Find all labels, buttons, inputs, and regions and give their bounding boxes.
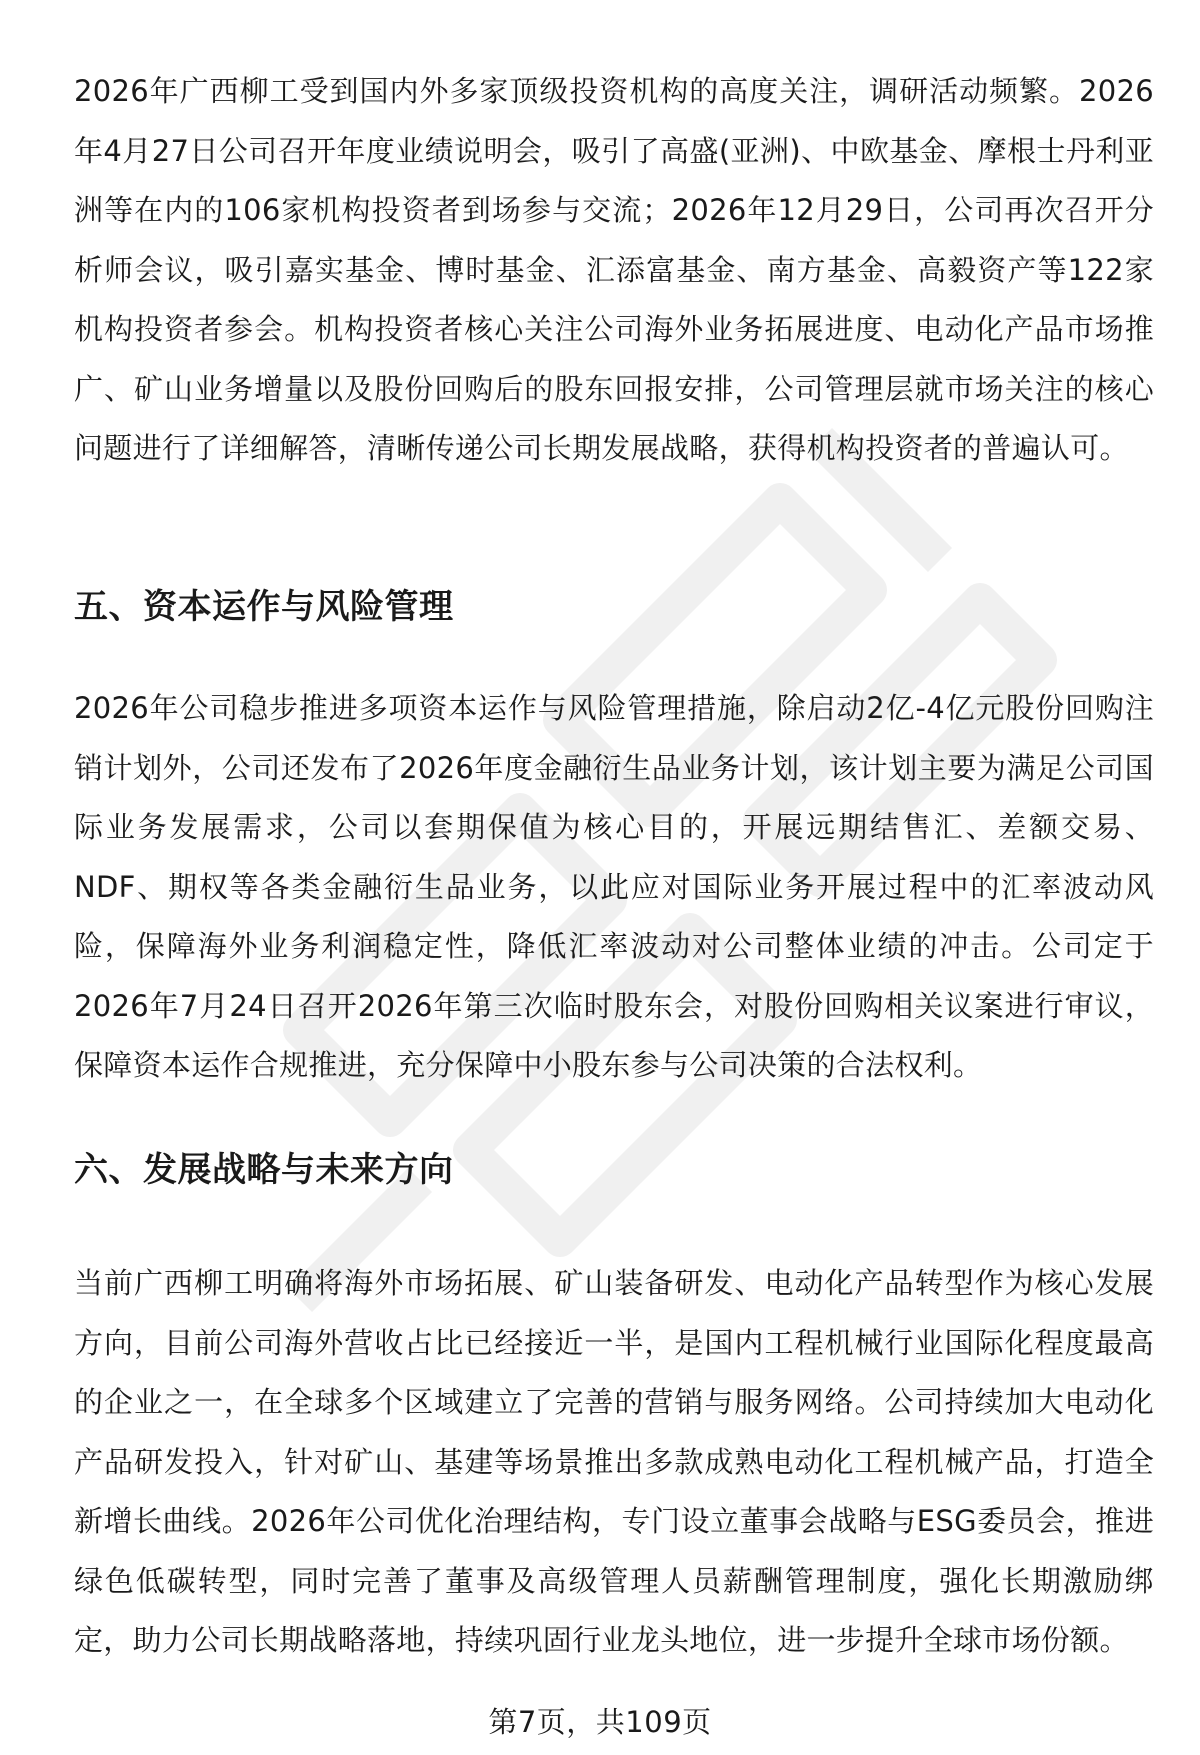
paragraph-investor-relations: 2026年广西柳工受到国内外多家顶级投资机构的高度关注，调研活动频繁。2026年4月27日公司召开年度业绩说明会，吸引了高盛(亚洲)、中欧基金、摩根士丹利亚洲等在内的106家机构投资者到场参与交流；2026年12月29日，公司再次召开分析师会议，吸引嘉实基金、博时基金、汇添富基金、南方基金、高毅资产等122家机构投资者参会。机构投资者核心关注公司海外业务拓展进度、电动化产品市场推广、矿山业务增量以及股份回购后的股东回报安排，公司管理层就市场关注的核心问题进行了详细解答，清晰传递公司长期发展战略，获得机构投资者的普遍认可。 [74,74,1155,465]
section-heading-strategy: 六、发展战略与未来方向 [74,1150,454,1190]
section-heading-capital-risk: 五、资本运作与风险管理 [74,587,454,627]
paragraph-strategy: 当前广西柳工明确将海外市场拓展、矿山装备研发、电动化产品转型作为核心发展方向，目前公司海外营收占比已经接近一半，是国内工程机械行业国际化程度最高的企业之一，在全球多个区域建立了完善的营销与服务网络。公司持续加大电动化产品研发投入，针对矿山、基建等场景推出多款成熟电动化工程机械产品，打造全新增长曲线。2026年公司优化治理结构，专门设立董事会战略与ESG委员会，推进绿色低碳转型，同时完善了董事及高级管理人员薪酬管理制度，强化长期激励绑定，助力公司长期战略落地，持续巩固行业龙头地位，进一步提升全球市场份额。 [74,1266,1154,1657]
paragraph-capital-risk: 2026年公司稳步推进多项资本运作与风险管理措施，除启动2亿-4亿元股份回购注销计划外，公司还发布了2026年度金融衍生品业务计划，该计划主要为满足公司国际业务发展需求，公司以套期保值为核心目的，开展远期结售汇、差额交易、NDF、期权等各类金融衍生品业务，以此应对国际业务开展过程中的汇率波动风险，保障海外业务利润稳定性，降低汇率波动对公司整体业绩的冲击。公司定于2026年7月24日召开2026年第三次临时股东会，对股份回购相关议案进行审议，保障资本运作合规推进，充分保障中小股东参与公司决策的合法权利。 [74,691,1154,1082]
page-number: 第7页，共109页 [488,1705,712,1739]
